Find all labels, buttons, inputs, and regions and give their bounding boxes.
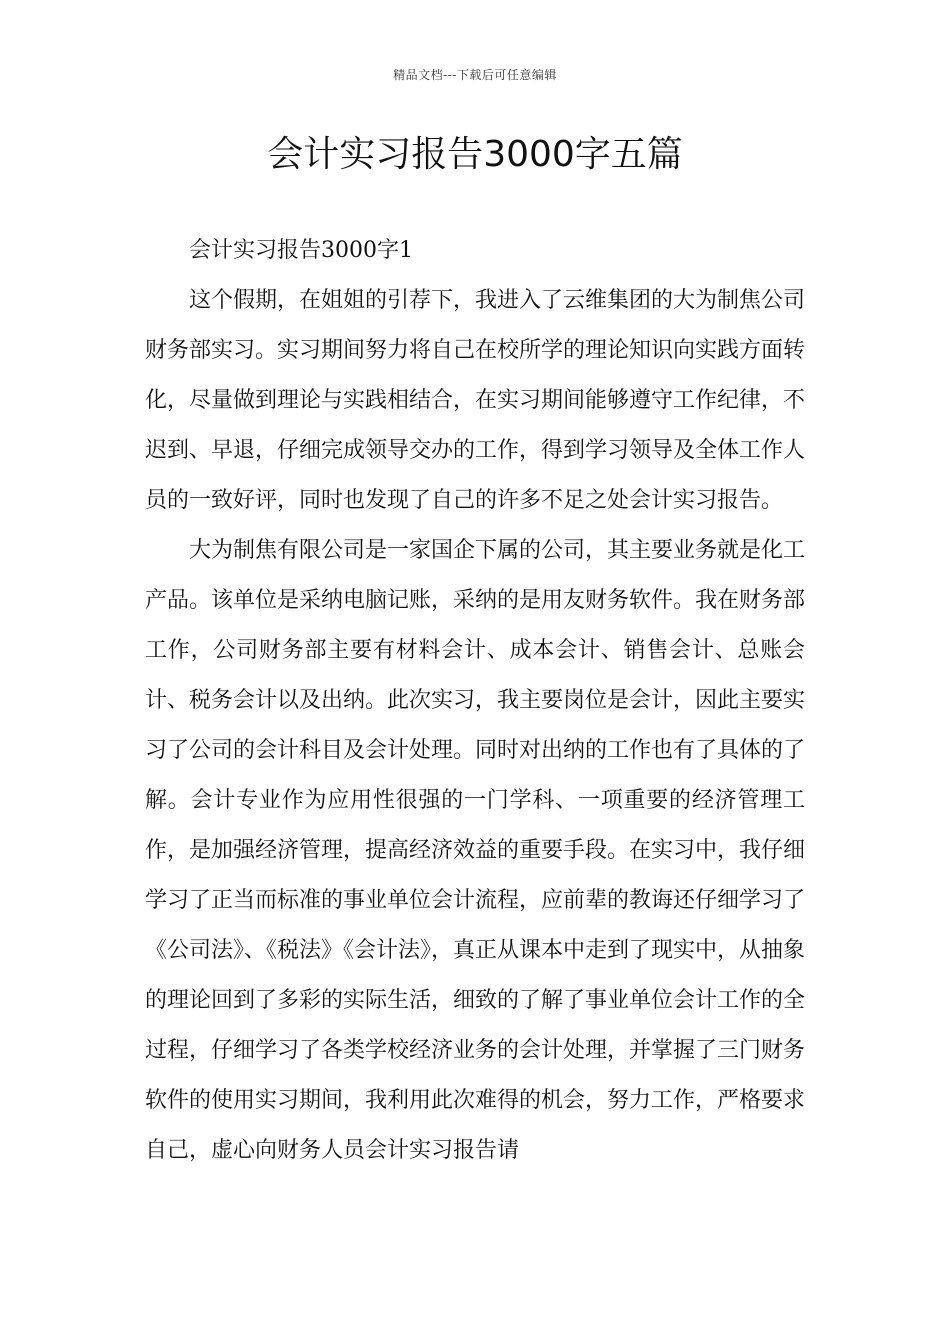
document-title: 会计实习报告3000字五篇 [267, 134, 683, 175]
header-note: 精品文档---下载后可任意编辑 [393, 68, 557, 82]
document-body [145, 226, 805, 1176]
paragraph-2: 大为制焦有限公司是一家国企下属的公司，其主要业务就是化工产品。该单位是采纳电脑记账，采纳的是用友财务软件。我在财务部工作，公司财务部主要有材料会计、成本会计、销售会计、总账会计、税务会计以及出纳。此次实习，我主要岗位是会计，因此主要实习了公司的会计科目及会计处理。同时对出纳的工作也有了具体的了解。会计专业作为应用性很强的一门学科、一项重要的经济管理工作，是加强经济管理，提高经济效益的重要手段。在实习中，我仔细学习了正当而标准的事业单位会计流程，应前辈的教诲还仔细学习了《公司法》、《税法》《会计法》，真正从课本中走到了现实中，从抽象的理论回到了多彩的实际生活，细致的了解了事业单位会计工作的全过程，仔细学习了各类学校经济业务的会计处理，并掌握了三门财务软件的使用实习期间，我利用此次难得的机会，努力工作，严格要求自己，虚心向财务人员会计实习报告请 [145, 538, 806, 1163]
paragraph-1: 这个假期，在姐姐的引荐下，我进入了云维集团的大为制焦公司财务部实习。实习期间努力将自己在校所学的理论知识向实践方面转化，尽量做到理论与实践相结合，在实习期间能够遵守工作纪律，不迟到、早退，仔细完成领导交办的工作，得到学习领导及全体工作人员的一致好评，同时也发现了自己的许多不足之处会计实习报告。 [145, 288, 806, 513]
section-heading: 会计实习报告3000字1 [189, 238, 413, 263]
